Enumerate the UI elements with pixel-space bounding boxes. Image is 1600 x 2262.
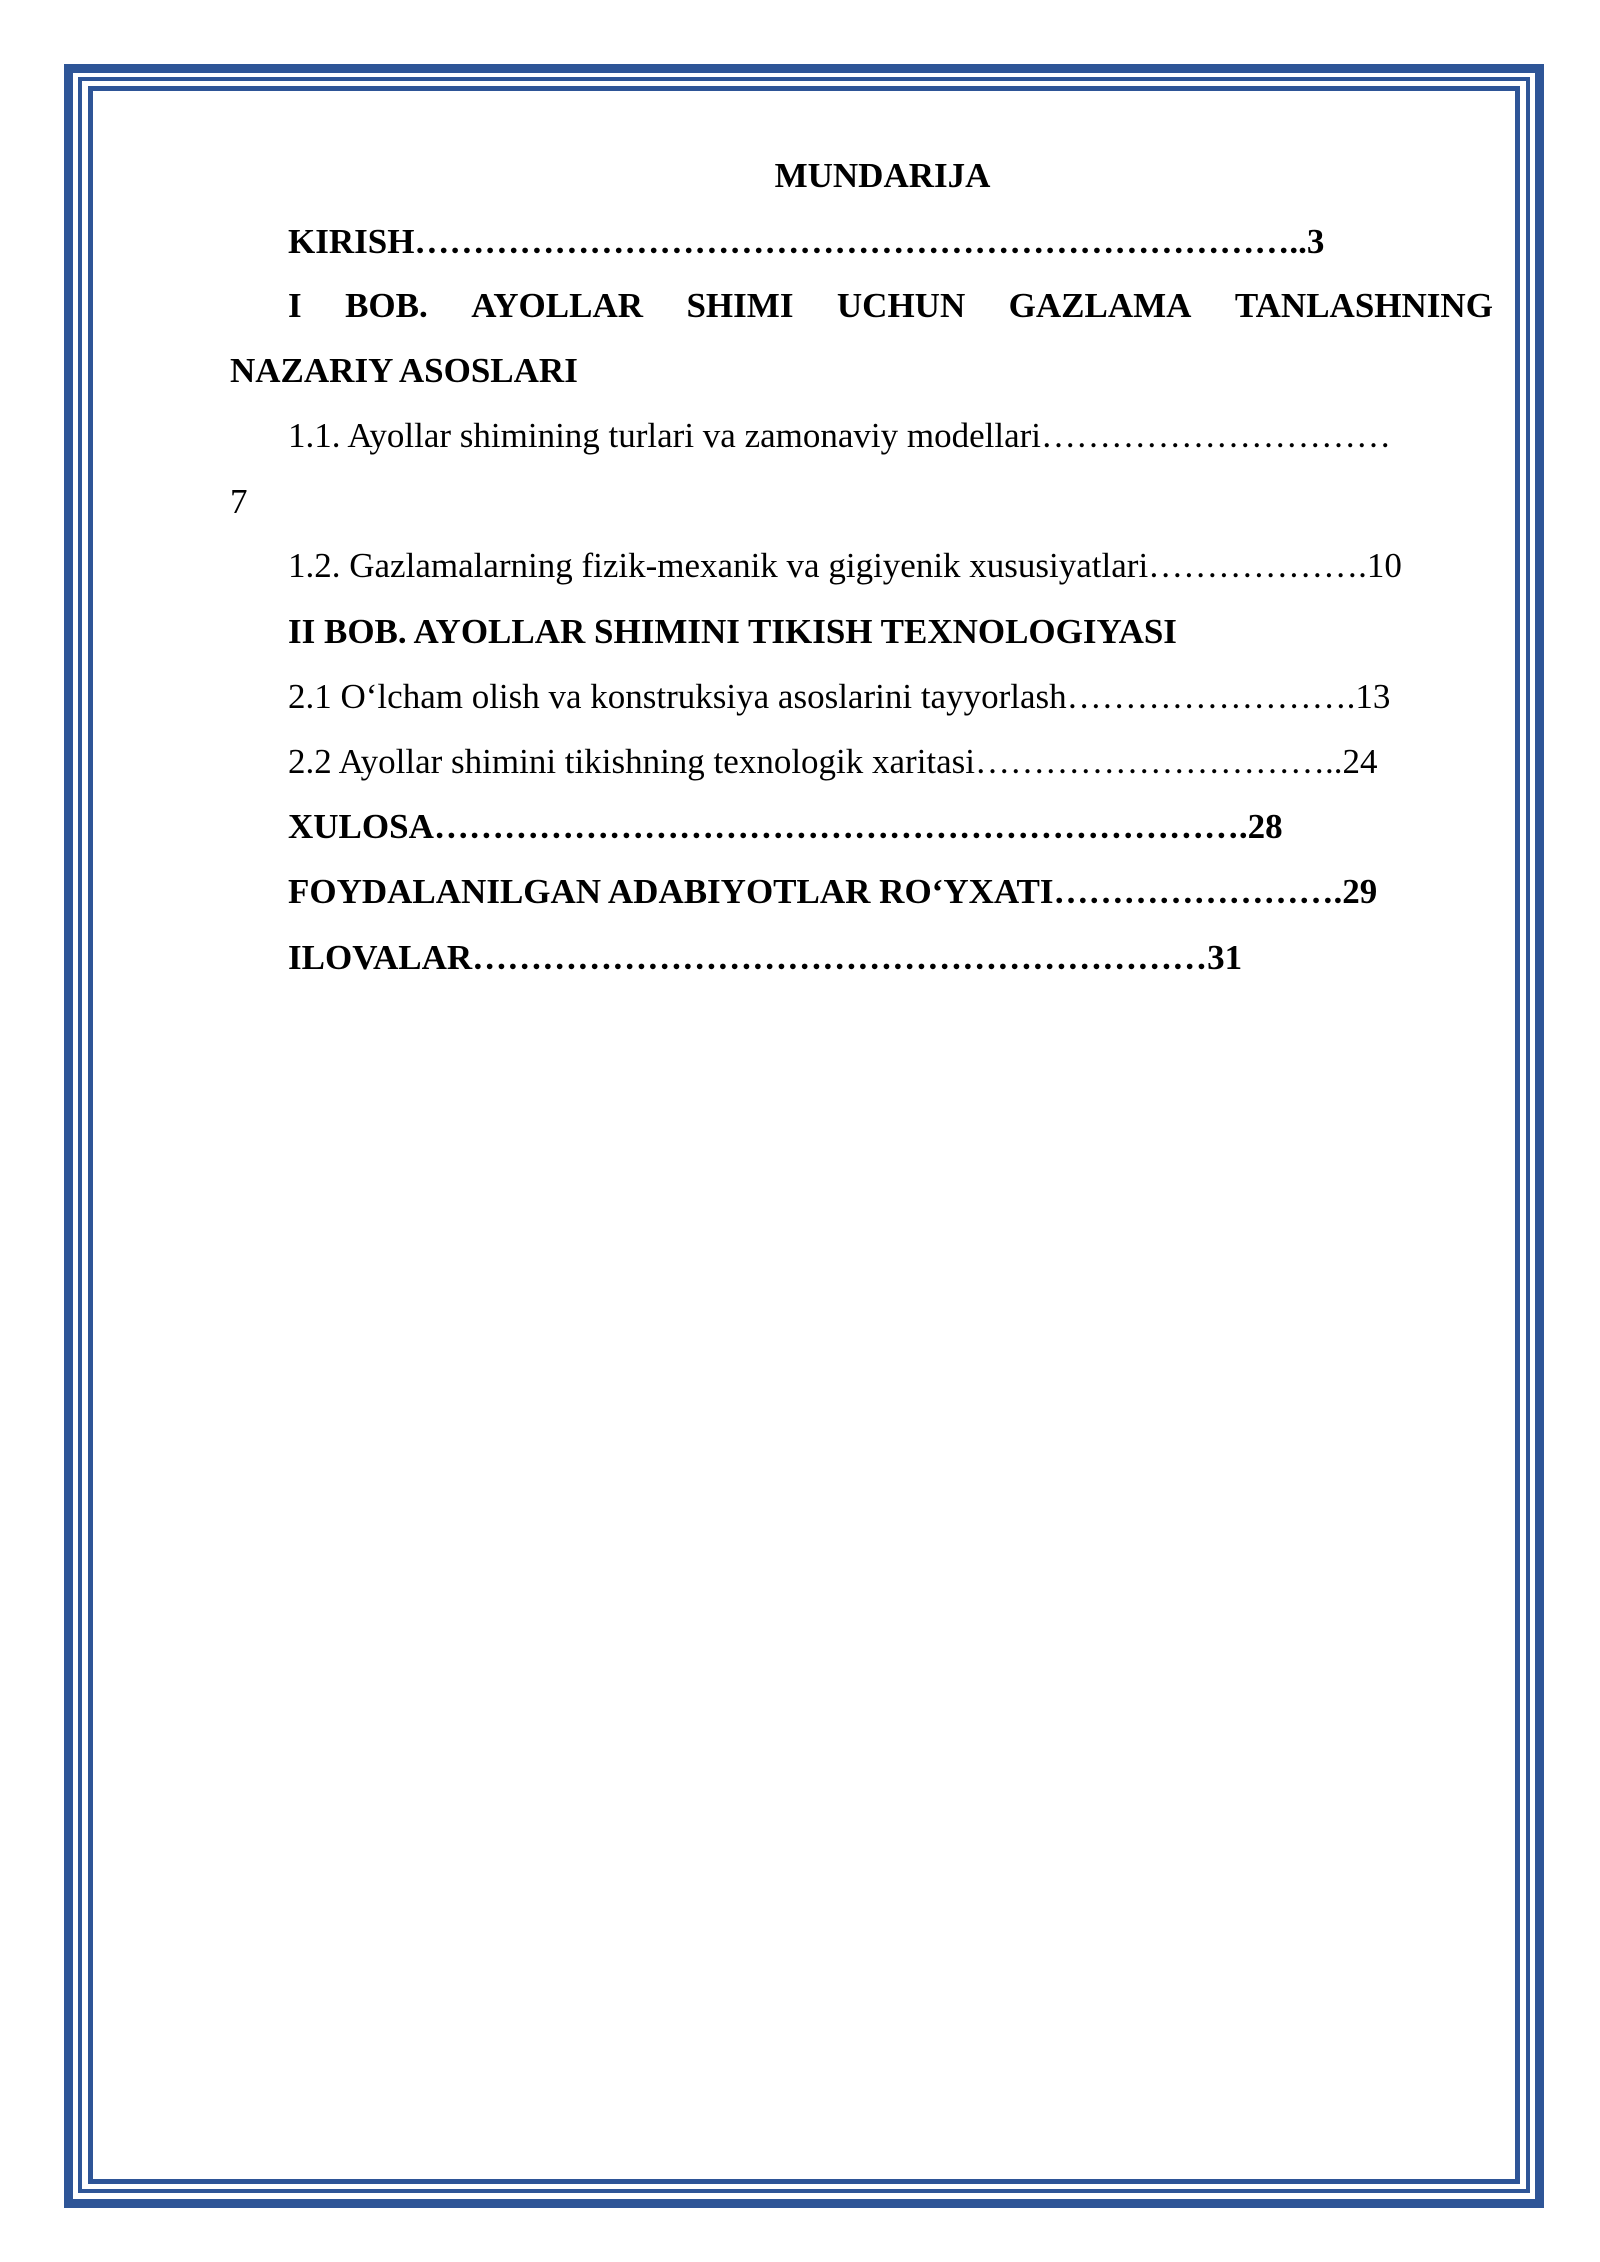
toc-title: MUNDARIJA [774, 156, 991, 195]
toc-entry-1-1[interactable]: 1.1. Ayollar shimining turlari va zamonaviy modellari………………………… [288, 416, 1392, 455]
toc-word: UCHUN [836, 286, 966, 325]
toc-entry-chapter-1-continuation[interactable]: NAZARIY ASOSLARI [230, 351, 578, 390]
toc-entry-chapter-1[interactable] [288, 284, 1493, 328]
toc-entry-1-2[interactable]: 1.2. Gazlamalarning fizik-mexanik va gigiyenik xususiyatlari……………….10 [288, 546, 1402, 585]
toc-word: GAZLAMA [1008, 286, 1192, 325]
toc-word: TANLASHNING [1234, 286, 1493, 325]
toc-entry-kirish[interactable]: KIRISH…………………………………………………………………..3 [288, 222, 1325, 261]
toc-entry-2-1[interactable]: 2.1 O‘lcham olish va konstruksiya asoslarini tayyorlash…………………….13 [288, 677, 1391, 716]
toc-entry-1-1-page[interactable]: 7 [230, 482, 248, 521]
toc-entry-2-2[interactable]: 2.2 Ayollar shimini tikishning texnologik xaritasi…………………………..24 [288, 742, 1378, 781]
toc-word: BOB. [345, 286, 428, 325]
toc-word: SHIMI [686, 286, 794, 325]
toc-entry-adabiyotlar[interactable]: FOYDALANILGAN ADABIYOTLAR RO‘YXATI…………………….29 [288, 872, 1378, 911]
toc-word: I [288, 286, 302, 325]
toc-word: AYOLLAR [471, 286, 644, 325]
toc-entry-xulosa[interactable]: XULOSA…………………………………………………………….28 [288, 807, 1283, 846]
toc-entry-ilovalar[interactable]: ILOVALAR………………………………………………………31 [288, 938, 1243, 977]
page-border-inner [88, 86, 1520, 2184]
toc-entry-chapter-2[interactable]: II BOB. AYOLLAR SHIMINI TIKISH TEXNOLOGIYASI [288, 612, 1177, 651]
